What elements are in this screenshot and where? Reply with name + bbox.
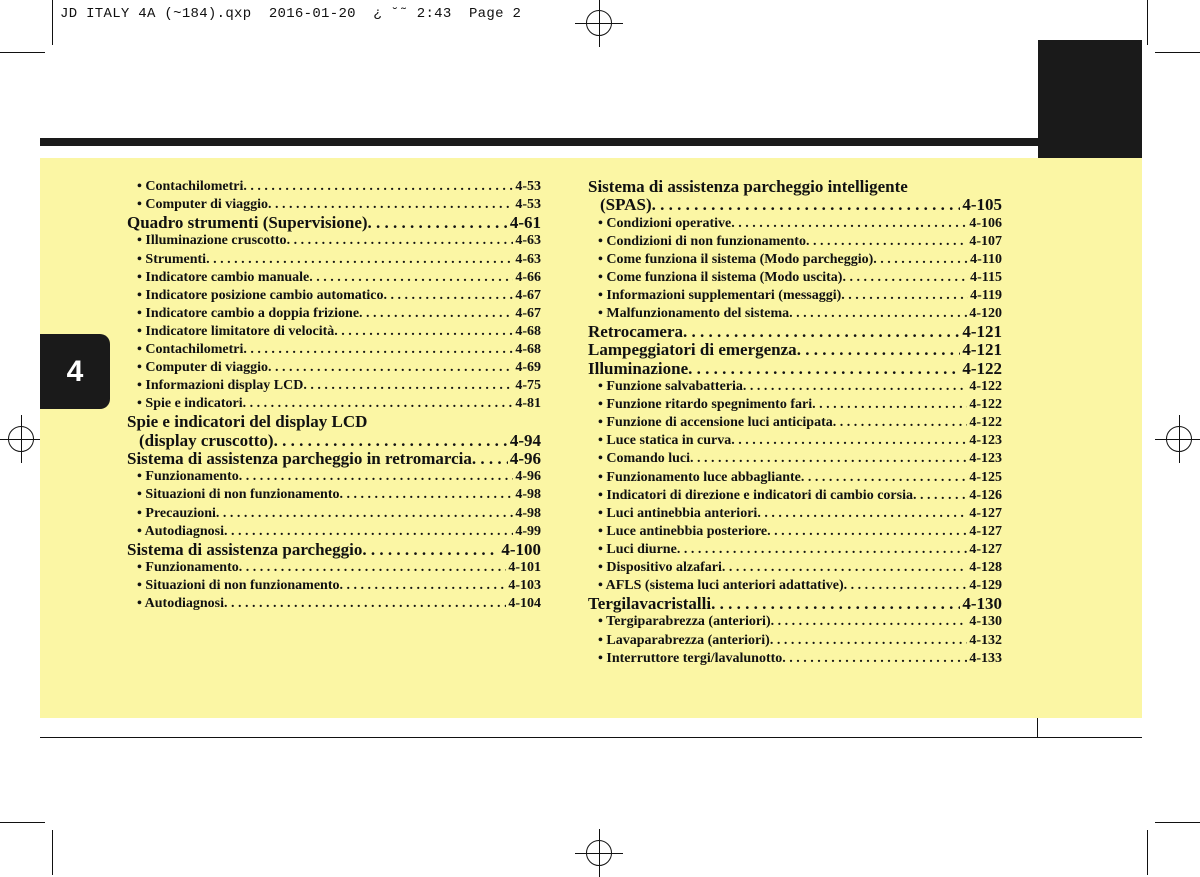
crop-mark	[52, 830, 53, 875]
toc-entry-title: Retrocamera	[588, 322, 684, 342]
toc-page-number: 4-126	[969, 487, 1002, 503]
dot-leader	[842, 269, 968, 287]
toc-entry-title: • Dispositivo alzafari	[598, 559, 722, 577]
toc-entry-title: • Informazioni supplementari (messaggi)	[598, 287, 841, 305]
toc-page-number: 4-123	[969, 451, 1002, 467]
dot-leader	[873, 251, 968, 269]
toc-page-number: 4-104	[508, 596, 541, 612]
toc-entry-title: • AFLS (sistema luci anteriori adattative)	[598, 577, 844, 595]
toc-subentry	[588, 432, 1002, 450]
toc-page-number: 4-105	[962, 195, 1002, 215]
toc-entry-title: • Contachilometri	[137, 178, 243, 196]
registration-mark	[586, 10, 612, 36]
dot-leader	[801, 469, 967, 487]
toc-entry-title: • Indicatore cambio manuale	[137, 269, 309, 287]
toc-column-left	[127, 178, 541, 613]
toc-subentry	[588, 559, 1002, 577]
toc-page-number: 4-122	[969, 397, 1002, 413]
dot-leader	[770, 632, 968, 650]
toc-entry-title: Sistema di assistenza parcheggio	[127, 539, 363, 559]
toc-subentry	[127, 251, 541, 269]
dot-leader	[384, 287, 514, 305]
dot-leader	[722, 559, 967, 577]
chapter-tab: 4	[40, 334, 110, 409]
dot-leader	[239, 559, 507, 577]
dot-leader	[287, 232, 514, 250]
toc-heading	[588, 178, 1002, 196]
toc-entry-title: • Spie e indicatori	[137, 395, 243, 413]
toc-heading	[127, 413, 541, 431]
toc-page-number: 4-63	[515, 251, 541, 267]
dot-leader	[268, 359, 513, 377]
dot-leader	[309, 269, 513, 287]
crop-mark	[0, 822, 45, 823]
dot-leader	[711, 595, 960, 613]
toc-page-number: 4-103	[508, 578, 541, 594]
toc-entry-title: • Interruttore tergi/lavalunotto	[598, 650, 782, 668]
dot-leader	[767, 523, 967, 541]
dot-leader	[652, 196, 961, 214]
toc-entry-title: • Luci antinebbia anteriori	[598, 505, 757, 523]
toc-entry-title: • Situazioni di non funzionamento	[137, 577, 340, 595]
toc-entry-title: • Computer di viaggio	[137, 196, 268, 214]
toc-subentry	[127, 595, 541, 613]
toc-entry-title: Lampeggiatori di emergenza	[588, 340, 797, 360]
toc-entry-title: • Computer di viaggio	[137, 359, 268, 377]
toc-entry-title: • Situazioni di non funzionamento	[137, 486, 340, 504]
toc-page-number: 4-110	[970, 251, 1002, 267]
bottom-rule	[40, 737, 1142, 738]
toc-subentry	[127, 341, 541, 359]
toc-entry-title: • Lavaparabrezza (anteriori)	[598, 632, 770, 650]
dot-leader	[340, 577, 507, 595]
toc-subentry	[127, 323, 541, 341]
dot-leader	[303, 377, 513, 395]
toc-entry	[588, 341, 1002, 359]
toc-page-number: 4-128	[969, 559, 1002, 575]
toc-entry-title: • Indicatore posizione cambio automatico	[137, 287, 384, 305]
dot-leader	[268, 196, 513, 214]
toc-entry-title: Sistema di assistenza parcheggio intelligente	[588, 177, 908, 196]
toc-page-number: 4-121	[962, 322, 1002, 342]
toc-entry	[127, 450, 541, 468]
toc-subentry	[127, 486, 541, 504]
print-slug: JD ITALY 4A (~184).qxp 2016-01-20 ¿ ˘˜ 2:43 Page 2	[60, 6, 522, 22]
toc-entry	[588, 196, 1002, 214]
dot-leader	[771, 613, 968, 631]
toc-subentry	[127, 269, 541, 287]
toc-entry-title: • Luce antinebbia posteriore	[598, 523, 767, 541]
toc-subentry	[588, 287, 1002, 305]
toc-subentry	[588, 215, 1002, 233]
toc-page-number: 4-68	[515, 323, 541, 339]
toc-subentry	[127, 468, 541, 486]
dot-leader	[243, 395, 514, 413]
toc-page-number: 4-94	[509, 430, 541, 450]
toc-entry-title: • Comando luci	[598, 450, 690, 468]
toc-page-number: 4-123	[969, 433, 1002, 449]
dot-leader	[812, 396, 967, 414]
toc-page-number: 4-121	[962, 340, 1002, 360]
toc-entry-title: • Tergiparabrezza (anteriori)	[598, 613, 771, 631]
dot-leader	[362, 541, 499, 559]
toc-page-number: 4-115	[970, 269, 1002, 285]
toc-entry	[127, 541, 541, 559]
toc-entry	[588, 360, 1002, 378]
toc-entry-title: • Funzione di accensione luci anticipata	[598, 414, 833, 432]
toc-page-number: 4-106	[969, 215, 1002, 231]
registration-mark	[8, 426, 34, 452]
dot-leader	[844, 577, 968, 595]
toc-entry-title: Tergilavacristalli	[588, 594, 712, 614]
toc-entry-title: Spie e indicatori del display LCD	[127, 412, 368, 432]
toc-subentry	[127, 287, 541, 305]
dot-leader	[688, 360, 960, 378]
toc-subentry	[588, 650, 1002, 668]
toc-entry-title: • Funzione ritardo spegnimento fari	[598, 396, 812, 414]
toc-entry-title: • Funzione salvabatteria	[598, 378, 743, 396]
toc-page-number: 4-132	[969, 632, 1002, 648]
toc-page-number: 4-122	[969, 415, 1002, 431]
toc-subentry	[588, 414, 1002, 432]
toc-entry-title: • Strumenti	[137, 251, 206, 269]
toc-page-number: 4-99	[515, 523, 541, 539]
dot-leader	[243, 178, 513, 196]
toc-entry-title: • Funzionamento luce abbagliante	[598, 469, 801, 487]
toc-page-number: 4-130	[962, 594, 1002, 614]
toc-page-number: 4-96	[509, 449, 541, 469]
toc-entry-title: • Funzionamento	[137, 468, 239, 486]
toc-entry-title: (SPAS)	[600, 195, 652, 215]
crop-mark	[0, 52, 45, 53]
dot-leader	[833, 414, 968, 432]
toc-subentry	[588, 378, 1002, 396]
toc-subentry	[127, 232, 541, 250]
dot-leader	[841, 287, 968, 305]
toc-entry-title: • Indicatore limitatore di velocità	[137, 323, 334, 341]
toc-subentry	[127, 395, 541, 413]
toc-page-number: 4-127	[969, 523, 1002, 539]
toc-page-number: 4-122	[962, 358, 1002, 378]
toc-page-number: 4-53	[515, 197, 541, 213]
dot-leader	[683, 323, 960, 341]
toc-page-number: 4-127	[969, 505, 1002, 521]
toc-entry-title: Sistema di assistenza parcheggio in retromarcia	[127, 449, 472, 469]
dot-leader	[743, 378, 967, 396]
toc-subentry	[588, 613, 1002, 631]
toc-page-number: 4-68	[515, 342, 541, 358]
toc-entry	[588, 595, 1002, 613]
toc-entry-title: • Precauzioni	[137, 505, 216, 523]
dot-leader	[913, 487, 967, 505]
dot-leader	[340, 486, 514, 504]
toc-page-number: 4-66	[515, 269, 541, 285]
toc-entry-title: • Indicatore cambio a doppia frizione	[137, 305, 359, 323]
toc-entry-title: Quadro strumenti (Supervisione)	[127, 213, 368, 233]
dot-leader	[243, 341, 513, 359]
toc-entry-title: • Come funziona il sistema (Modo uscita)	[598, 269, 842, 287]
dot-leader	[206, 251, 513, 269]
toc-subentry	[588, 450, 1002, 468]
toc-page-number: 4-75	[515, 378, 541, 394]
toc-subentry	[588, 505, 1002, 523]
toc-page-number: 4-96	[515, 469, 541, 485]
dot-leader	[797, 341, 961, 359]
toc-entry-title: • Condizioni di non funzionamento	[598, 233, 806, 251]
toc-subentry	[127, 196, 541, 214]
toc-subentry	[588, 577, 1002, 595]
toc-page-number: 4-120	[969, 306, 1002, 322]
dot-leader	[224, 523, 513, 541]
crop-mark	[1147, 830, 1148, 875]
toc-entry-title: • Funzionamento	[137, 559, 239, 577]
crop-mark	[52, 0, 53, 45]
registration-mark	[1166, 426, 1192, 452]
toc-entry-title: • Malfunzionamento del sistema	[598, 305, 789, 323]
dot-leader	[368, 214, 508, 232]
vertical-rule	[1037, 718, 1038, 738]
toc-subentry	[127, 559, 541, 577]
top-rule	[40, 138, 1142, 146]
toc-entry-title: Illuminazione	[588, 358, 689, 378]
toc-subentry	[588, 396, 1002, 414]
toc-subentry	[588, 469, 1002, 487]
dot-leader	[690, 450, 967, 468]
toc-page-number: 4-129	[969, 578, 1002, 594]
toc-page-number: 4-130	[969, 614, 1002, 630]
toc-entry-title: • Indicatori di direzione e indicatori di cambio corsia	[598, 487, 913, 505]
crop-mark	[1155, 822, 1200, 823]
toc-subentry	[127, 359, 541, 377]
dot-leader	[757, 505, 967, 523]
dot-leader	[731, 432, 967, 450]
dot-leader	[806, 233, 967, 251]
toc-entry	[127, 214, 541, 232]
toc-subentry	[588, 305, 1002, 323]
toc-page-number: 4-53	[515, 179, 541, 194]
dot-leader	[216, 505, 513, 523]
crop-mark	[1155, 52, 1200, 53]
toc-subentry	[127, 577, 541, 595]
toc-entry-title: • Luce statica in curva	[598, 432, 731, 450]
toc-page-number: 4-133	[969, 650, 1002, 666]
toc-entry-title: • Autodiagnosi	[137, 595, 224, 613]
crop-mark	[1147, 0, 1148, 45]
toc-subentry	[588, 541, 1002, 559]
toc-page-number: 4-98	[515, 487, 541, 503]
dot-leader	[239, 468, 514, 486]
toc-subentry	[588, 269, 1002, 287]
toc-entry-title: • Contachilometri	[137, 341, 243, 359]
toc-page-number: 4-101	[508, 559, 541, 575]
dot-leader	[789, 305, 967, 323]
dot-leader	[782, 650, 967, 668]
toc-subentry	[127, 523, 541, 541]
toc-entry-title: • Luci diurne	[598, 541, 677, 559]
dot-leader	[359, 305, 513, 323]
toc-subentry	[588, 487, 1002, 505]
toc-subentry	[588, 251, 1002, 269]
dot-leader	[224, 595, 506, 613]
dot-leader	[274, 432, 508, 450]
toc-subentry	[127, 377, 541, 395]
toc-page-number: 4-67	[515, 305, 541, 321]
toc-page-number: 4-61	[509, 213, 541, 233]
toc-subentry	[127, 178, 541, 196]
toc-page-number: 4-125	[969, 469, 1002, 485]
toc-entry-title: (display cruscotto)	[139, 430, 274, 450]
dot-leader	[472, 450, 508, 468]
dot-leader	[677, 541, 968, 559]
toc-entry-title: • Autodiagnosi	[137, 523, 224, 541]
registration-mark	[586, 840, 612, 866]
toc-subentry	[127, 505, 541, 523]
toc-entry	[588, 323, 1002, 341]
toc-entry	[127, 432, 541, 450]
toc-page-number: 4-69	[515, 360, 541, 376]
toc-page-number: 4-81	[515, 396, 541, 412]
toc-column-right	[588, 178, 1002, 668]
dot-leader	[334, 323, 513, 341]
toc-entry-title: • Illuminazione cruscotto	[137, 232, 287, 250]
toc-subentry	[588, 632, 1002, 650]
toc-subentry	[588, 523, 1002, 541]
toc-entry-title: • Condizioni operative	[598, 215, 731, 233]
toc-page-number: 4-107	[969, 233, 1002, 249]
toc-entry-title: • Informazioni display LCD	[137, 377, 303, 395]
toc-entry-title: • Come funziona il sistema (Modo parcheggio)	[598, 251, 873, 269]
toc-page-number: 4-119	[970, 287, 1002, 303]
toc-page-number: 4-100	[501, 539, 541, 559]
toc-page-number: 4-122	[969, 379, 1002, 395]
toc-subentry	[588, 233, 1002, 251]
toc-subentry	[127, 305, 541, 323]
toc-page-number: 4-63	[515, 233, 541, 249]
toc-page-number: 4-98	[515, 505, 541, 521]
toc-page-number: 4-127	[969, 541, 1002, 557]
dot-leader	[731, 215, 967, 233]
toc-page-number: 4-67	[515, 287, 541, 303]
